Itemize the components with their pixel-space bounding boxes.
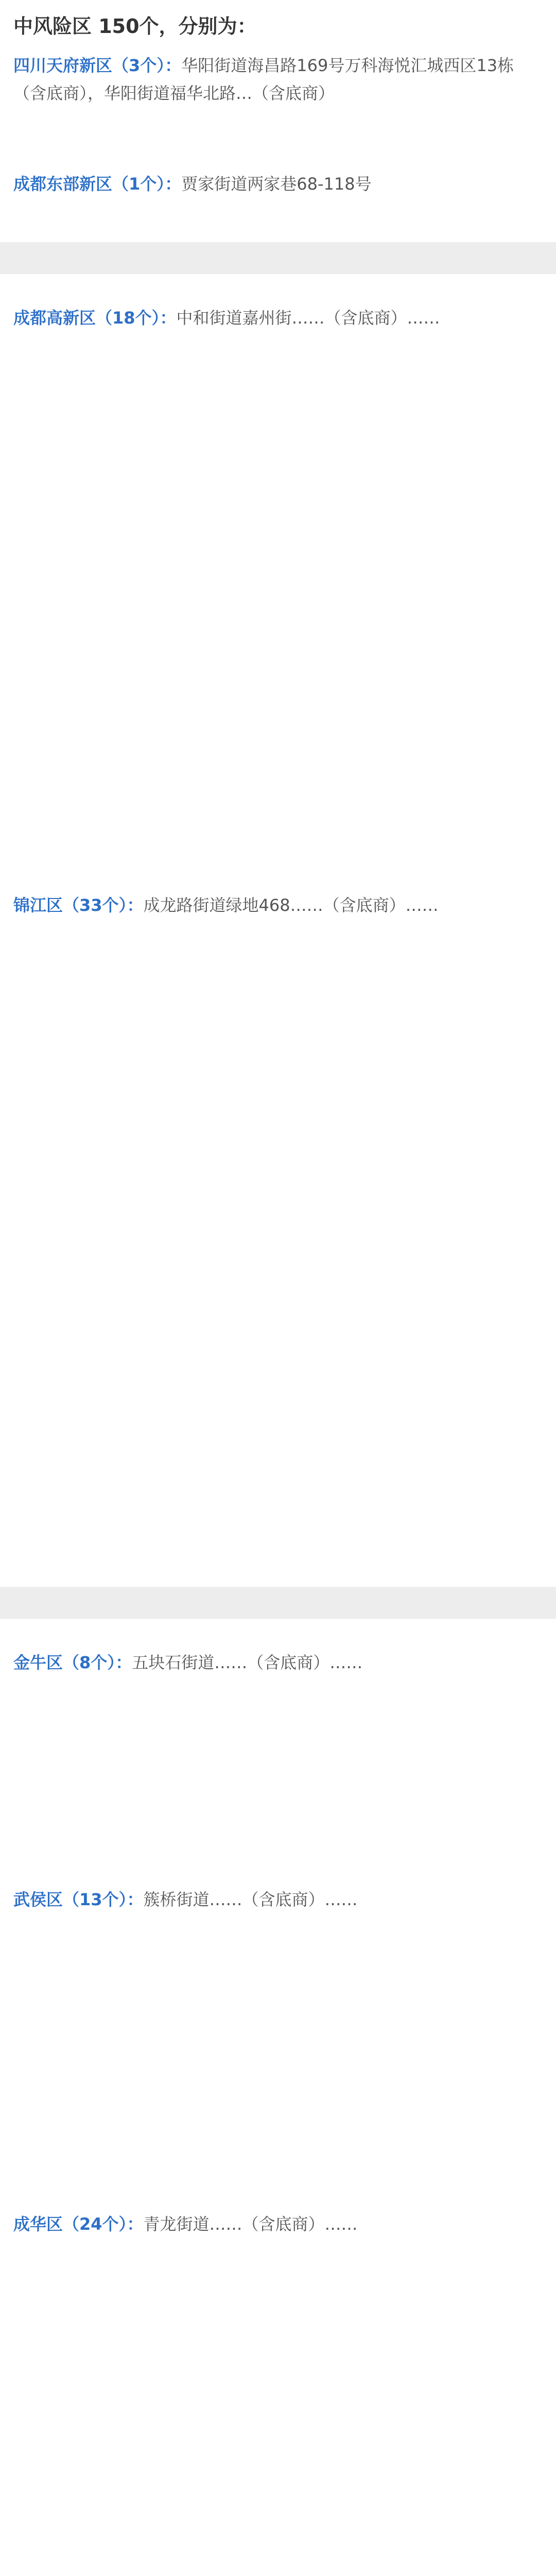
- district-text: 青龙街道……（含底商）……: [143, 2214, 358, 2234]
- section-divider: [0, 242, 556, 274]
- district-label: 四川天府新区（3个）：: [13, 56, 182, 75]
- district-text: 簇桥街道……（含底商）……: [143, 1890, 358, 1909]
- section-chenghua: [13, 2210, 544, 2238]
- section-wuhou: [13, 1886, 544, 1913]
- district-text: 成龙路街道绿地468……（含底商）……: [143, 895, 439, 915]
- district-label: 成都东部新区（1个）：: [13, 174, 182, 194]
- section-gaoxin: [13, 304, 544, 332]
- district-label: 金牛区（8个）：: [13, 1653, 132, 1672]
- section-jinjiang: [13, 891, 544, 919]
- page-title: 中风险区 150个，分别为：: [13, 15, 257, 38]
- section-jinniu: [13, 1649, 544, 1676]
- district-text: 五块石街道……（含底商）……: [132, 1653, 363, 1672]
- section-dongbu: [13, 170, 544, 198]
- district-text: 华阳街道海昌路169号万科海悦汇城西区13栋（含底商），华阳街道福华北路…（含底商）: [13, 56, 514, 103]
- section-tianfu: [13, 52, 544, 107]
- district-text: 贾家街道两家巷68-118号: [181, 174, 372, 194]
- section-divider: [0, 1587, 556, 1619]
- district-label: 锦江区（33个）：: [13, 895, 144, 915]
- district-label: 成华区（24个）：: [13, 2214, 144, 2234]
- district-label: 成都高新区（18个）：: [13, 308, 177, 328]
- district-text: 中和街道嘉州街……（含底商）……: [176, 308, 440, 328]
- district-label: 武侯区（13个）：: [13, 1890, 144, 1909]
